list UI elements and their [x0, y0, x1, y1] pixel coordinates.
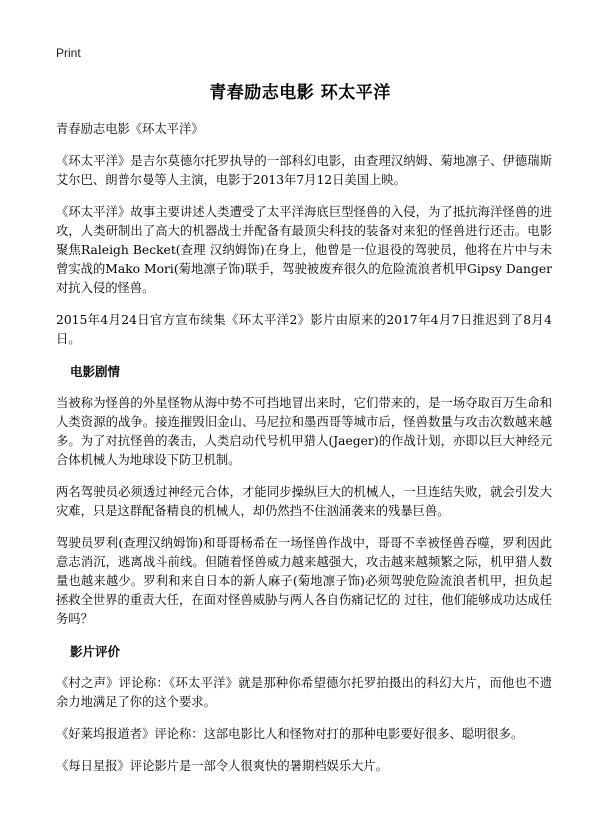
intro-paragraph: 2015年4月24日官方宣布续集《环太平洋2》影片由原来的2017年4月7日推迟到了8月4日。 [56, 313, 552, 346]
review-paragraph: 《每日星报》评论影片是一部令人很爽快的暑期档娱乐大片。 [56, 759, 389, 773]
page-title: 青春励志电影 环太平洋 [209, 83, 391, 103]
plot-paragraph: 当被称为怪兽的外星怪物从海中势不可挡地冒出来时，它们带来的，是一场夺取百万生命和人类资源的战争。接连摧毁旧金山、马尼拉和墨西哥等城市后，怪兽数量与攻击次数越来越多。为了对抗怪兽的袭击，人类启动代号机甲猎人(Jaeger)的作战计划，亦即以巨大神经元合体机械人为地球设下防卫机制。 [56, 396, 552, 467]
plot-paragraph: 驾驶员罗利(查理汉纳姆饰)和哥哥杨希在一场怪兽作战中，哥哥不幸被怪兽吞噬，罗利因此意志消沉，逃离战斗前线。但随着怪兽威力越来越强大，攻击越来越频繁之际，机甲猎人数量也越来越少。罗利和来自日本的新人麻子(菊地凛子饰)必须驾驶危险流浪者机甲，担负起拯救全世界的重责大任，在面对怪兽威胁与两人各自伤痛记忆的 过往，他们能够成功达成任务吗？ [56, 536, 552, 626]
intro-paragraph: 《环太平洋》是吉尔莫德尔托罗执导的一部科幻电影，由查理汉纳姆、菊地凛子、伊德瑞斯艾尔巴、朗普尔曼等人主演，电影于2013年7月12日美国上映。 [56, 154, 552, 187]
print-link[interactable]: Print [56, 46, 81, 60]
plot-heading: 电影剧情 [70, 364, 121, 379]
plot-paragraph: 两名驾驶员必须透过神经元合体，才能同步操纵巨大的机械人，一旦连结失败，就会引发大灾难，只是这群配备精良的机械人，却仍然挡不住汹涌袭来的残暴巨兽。 [56, 485, 552, 518]
article-body [56, 120, 552, 789]
article-subtitle: 青春励志电影《环太平洋》 [56, 122, 204, 136]
review-paragraph: 《村之声》评论称：《环太平洋》就是那种你希望德尔托罗拍摄出的科幻大片，而他也不遗余力地满足了你的这个要求。 [56, 676, 552, 709]
reviews-heading: 影片评价 [70, 644, 121, 659]
intro-paragraph: 《环太平洋》故事主要讲述人类遭受了太平洋海底巨型怪兽的入侵，为了抵抗海洋怪兽的进攻，人类研制出了高大的机器战士并配备有最顶尖科技的装备对来犯的怪兽进行还击。电影聚焦Raleigh Becket(查理 汉纳姆饰)在身上，他曾是一位退役的驾驶员，他将在片中与未曾实战的Mako Mori(菊地凛子饰)联手，驾驶被废弃很久的危险流浪者机甲Gipsy Danger对抗入侵的怪兽。 [56, 205, 552, 295]
review-paragraph: 《好莱坞报道者》评论称：这部电影比人和怪物对打的那种电影要好很多、聪明很多。 [56, 727, 524, 741]
